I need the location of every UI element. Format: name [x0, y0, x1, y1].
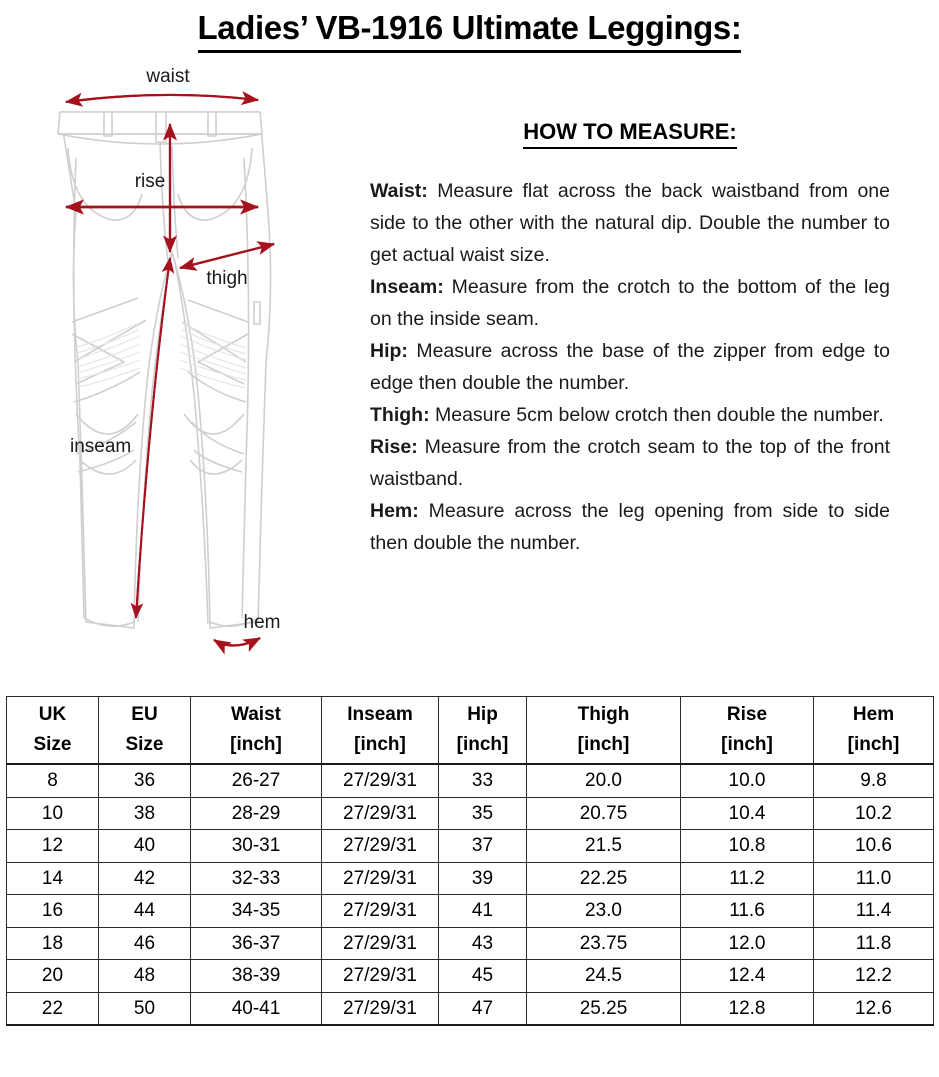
cell-hem: 11.0	[814, 862, 934, 895]
cell-uk-size: 8	[7, 764, 99, 797]
cell-hem: 11.8	[814, 927, 934, 960]
cell-rise: 12.8	[681, 992, 814, 1025]
cell-inseam: 27/29/31	[322, 927, 439, 960]
measure-text-hip: Measure across the base of the zipper from edge to edge then double the number.	[370, 340, 890, 394]
cell-inseam: 27/29/31	[322, 895, 439, 928]
measure-item-hip	[370, 335, 890, 399]
measure-term-hip: Hip:	[370, 340, 408, 362]
cell-waist: 28-29	[191, 797, 322, 830]
cell-hip: 45	[439, 960, 527, 993]
cell-eu-size: 46	[99, 927, 191, 960]
cell-hem: 10.6	[814, 830, 934, 863]
cell-rise: 11.6	[681, 895, 814, 928]
cell-inseam: 27/29/31	[322, 992, 439, 1025]
cell-inseam: 27/29/31	[322, 862, 439, 895]
cell-uk-size: 18	[7, 927, 99, 960]
measure-term-inseam: Inseam:	[370, 276, 444, 298]
cell-waist: 40-41	[191, 992, 322, 1025]
table-header	[7, 697, 934, 765]
how-to-measure-heading-container	[370, 118, 890, 149]
measure-item-waist	[370, 175, 890, 271]
cell-rise: 12.4	[681, 960, 814, 993]
column-header-waist: Waist [inch]	[191, 697, 322, 765]
cell-uk-size: 14	[7, 862, 99, 895]
cell-hip: 43	[439, 927, 527, 960]
table-row	[7, 927, 934, 960]
measure-text-waist: Measure flat across the back waistband from one side to the other with the natural dip. Double the number to get actual waist size.	[370, 180, 890, 266]
column-header-eu-size: EU Size	[99, 697, 191, 765]
page-title: Ladies’ VB-1916 Ultimate Leggings:	[198, 8, 742, 53]
cell-inseam: 27/29/31	[322, 797, 439, 830]
table-row	[7, 830, 934, 863]
column-header-inseam: Inseam [inch]	[322, 697, 439, 765]
cell-waist: 32-33	[191, 862, 322, 895]
column-header-hip: Hip [inch]	[439, 697, 527, 765]
cell-hip: 47	[439, 992, 527, 1025]
page-title-container	[0, 8, 939, 53]
cell-rise: 11.2	[681, 862, 814, 895]
cell-waist: 38-39	[191, 960, 322, 993]
cell-waist: 36-37	[191, 927, 322, 960]
cell-eu-size: 40	[99, 830, 191, 863]
measure-item-hem	[370, 495, 890, 559]
table-row	[7, 960, 934, 993]
cell-uk-size: 22	[7, 992, 99, 1025]
cell-thigh: 22.25	[527, 862, 681, 895]
cell-eu-size: 42	[99, 862, 191, 895]
cell-uk-size: 16	[7, 895, 99, 928]
rise-label: rise	[134, 171, 166, 192]
inseam-label: inseam	[70, 436, 132, 457]
how-to-measure-section	[370, 118, 890, 559]
thigh-label: thigh	[206, 268, 248, 289]
cell-hem: 12.2	[814, 960, 934, 993]
cell-eu-size: 48	[99, 960, 191, 993]
cell-eu-size: 38	[99, 797, 191, 830]
measure-item-thigh	[370, 399, 890, 431]
table-row	[7, 895, 934, 928]
cell-inseam: 27/29/31	[322, 764, 439, 797]
hem-label: hem	[243, 612, 281, 633]
hem-arrow	[214, 638, 260, 646]
cell-thigh: 23.75	[527, 927, 681, 960]
column-header-hem: Hem [inch]	[814, 697, 934, 765]
column-header-rise: Rise [inch]	[681, 697, 814, 765]
cell-hip: 33	[439, 764, 527, 797]
table-row	[7, 797, 934, 830]
cell-rise: 12.0	[681, 927, 814, 960]
cell-inseam: 27/29/31	[322, 830, 439, 863]
cell-waist: 34-35	[191, 895, 322, 928]
cell-hem: 11.4	[814, 895, 934, 928]
cell-hip: 35	[439, 797, 527, 830]
cell-thigh: 23.0	[527, 895, 681, 928]
measure-term-waist: Waist:	[370, 180, 428, 202]
cell-rise: 10.0	[681, 764, 814, 797]
measure-term-thigh: Thigh:	[370, 404, 430, 426]
measure-instructions	[370, 175, 890, 559]
cell-hip: 39	[439, 862, 527, 895]
waist-label: waist	[146, 66, 190, 87]
cell-hem: 10.2	[814, 797, 934, 830]
leggings-measurement-diagram	[12, 62, 362, 662]
measure-text-thigh: Measure 5cm below crotch then double the number.	[429, 404, 884, 426]
column-header-thigh: Thigh [inch]	[527, 697, 681, 765]
table-row	[7, 992, 934, 1025]
column-header-uk-size: UK Size	[7, 697, 99, 765]
measure-item-rise	[370, 431, 890, 495]
cell-hip: 37	[439, 830, 527, 863]
cell-thigh: 24.5	[527, 960, 681, 993]
cell-uk-size: 20	[7, 960, 99, 993]
cell-thigh: 20.0	[527, 764, 681, 797]
measure-text-inseam: Measure from the crotch to the bottom of the leg on the inside seam.	[370, 276, 890, 330]
cell-waist: 30-31	[191, 830, 322, 863]
cell-hem: 9.8	[814, 764, 934, 797]
measure-term-rise: Rise:	[370, 436, 418, 458]
measure-item-inseam	[370, 271, 890, 335]
measure-term-hem: Hem:	[370, 500, 419, 522]
cell-waist: 26-27	[191, 764, 322, 797]
cell-rise: 10.8	[681, 830, 814, 863]
cell-hip: 41	[439, 895, 527, 928]
cell-eu-size: 44	[99, 895, 191, 928]
measure-text-rise: Measure from the crotch seam to the top of the front waistband.	[370, 436, 890, 490]
cell-hem: 12.6	[814, 992, 934, 1025]
cell-eu-size: 50	[99, 992, 191, 1025]
table-row	[7, 862, 934, 895]
cell-uk-size: 10	[7, 797, 99, 830]
cell-thigh: 21.5	[527, 830, 681, 863]
cell-thigh: 25.25	[527, 992, 681, 1025]
table-row	[7, 764, 934, 797]
measure-text-hem: Measure across the leg opening from side to side then double the number.	[370, 500, 890, 554]
cell-eu-size: 36	[99, 764, 191, 797]
size-chart-table	[6, 696, 934, 1026]
waist-arrow	[66, 95, 258, 102]
cell-inseam: 27/29/31	[322, 960, 439, 993]
cell-thigh: 20.75	[527, 797, 681, 830]
cell-rise: 10.4	[681, 797, 814, 830]
cell-uk-size: 12	[7, 830, 99, 863]
table-body	[7, 764, 934, 1025]
how-to-measure-heading: HOW TO MEASURE:	[523, 118, 736, 149]
table-header-row	[7, 697, 934, 765]
